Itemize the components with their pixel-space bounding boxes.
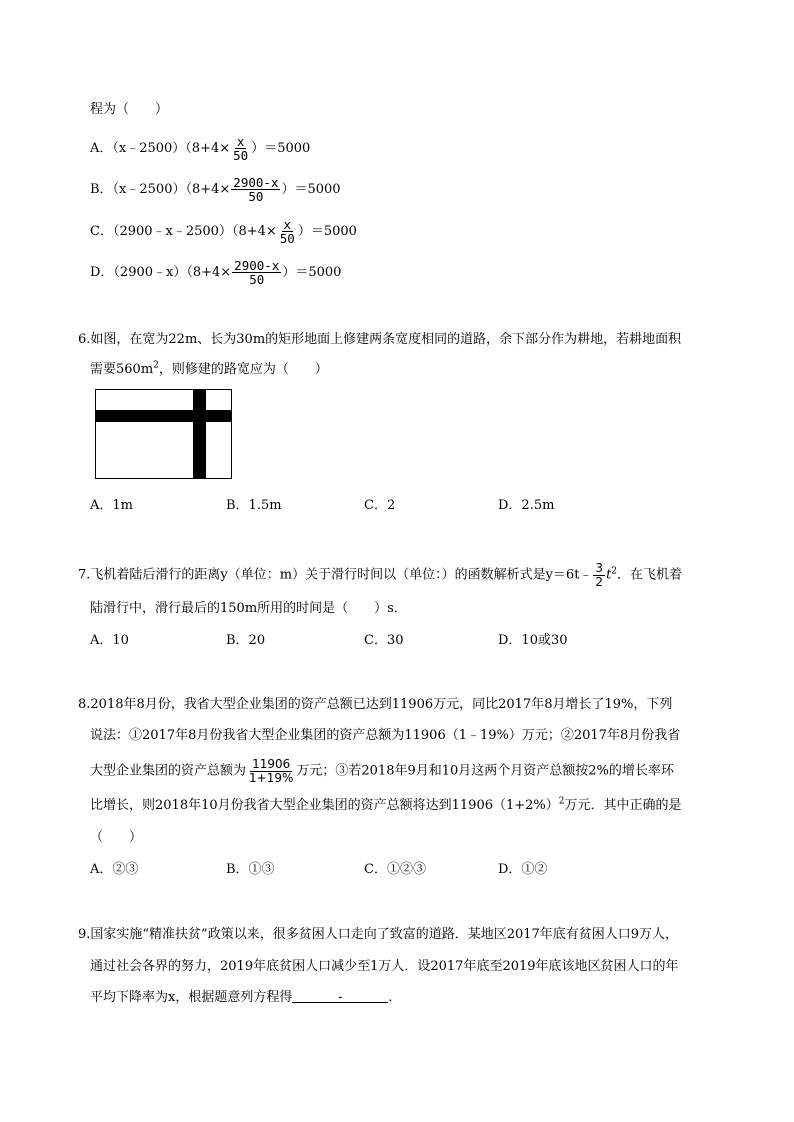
q7-option-c[interactable]: C．30 <box>364 633 404 648</box>
fraction: $\frac{x}{50}$ <box>233 134 249 164</box>
q5-option-a[interactable]: A．（x﹣2500）（8+4× $\frac{x}{50}$ ）＝5000 <box>90 134 311 164</box>
q5-stem-tail: 程为（ ） <box>90 102 169 117</box>
fraction: $\frac{x}{50}$ <box>279 217 295 247</box>
fraction: $\frac{3}{2}$ <box>595 561 604 589</box>
q6-option-d[interactable]: D．2.5m <box>498 498 555 513</box>
q8-stem-line3: 大型企业集团的资产总额为 $\frac{11906}{1+19\%}$ 万元；③若2018年9月和10月这两个月资产总额按2%的增长率环 <box>90 757 674 785</box>
q8-option-b[interactable]: B．①③ <box>226 862 275 877</box>
horizontal-road <box>95 410 232 422</box>
answer-blank[interactable]: - <box>292 988 388 1003</box>
q8-stem-line5: （ ） <box>90 830 143 845</box>
q9-stem-line3: 平均下降率为x，根据题意列方程得 - ． <box>90 990 402 1005</box>
q9-stem-line1: 9.国家实施“精准扶贫”政策以来，很多贫困人口走向了致富的道路．某地区2017年底有贫困人口9万人， <box>78 927 679 942</box>
q8-option-d[interactable]: D．①② <box>498 862 548 877</box>
fraction: $\frac{11906}{1+19\%}$ <box>249 757 294 785</box>
q8-stem-line4: 比增长，则2018年10月份我省大型企业集团的资产总额将达到$11906(1+2\%)^2$万元．其中正确的是 <box>90 796 682 813</box>
fraction: $\frac{2900-x}{50}$ <box>234 258 280 288</box>
q5-option-d[interactable]: D．（2900﹣x）（8+4× $\frac{2900-x}{50}$ ）＝5000 <box>90 258 342 288</box>
vertical-road <box>193 389 206 479</box>
q7-stem-line2: 陆滑行中，滑行最后的150m所用的时间是（ ）s． <box>90 601 407 616</box>
q6-stem-line1: 6.如图，在宽为22m、长为30m的矩形地面上修建两条宽度相同的道路，余下部分作为耕地，若耕地面积 <box>78 332 682 347</box>
q8-stem-line2: 说法：①2017年8月份我省大型企业集团的资产总额为11906（1﹣19%）万元；②2017年8月份我省 <box>90 728 681 743</box>
q5-option-b[interactable]: B．（x﹣2500）（8+4× $\frac{2900-x}{50}$ ）＝5000 <box>90 175 341 205</box>
q8-stem-line1: 8.2018年8月份，我省大型企业集团的资产总额已达到11906万元，同比2017年8月增长了19%，下列 <box>78 697 673 712</box>
q9-stem-line2: 通过社会各界的努力，2019年底贫困人口减少至1万人．设2017年底至2019年底该地区贫困人口的年 <box>90 959 679 974</box>
q6-option-c[interactable]: C．2 <box>364 498 396 513</box>
fraction: $\frac{2900-x}{50}$ <box>233 175 279 205</box>
q8-option-c[interactable]: C．①②③ <box>364 862 426 877</box>
q7-option-d[interactable]: D．10或30 <box>498 633 568 648</box>
q7-option-b[interactable]: B．20 <box>226 633 266 648</box>
q7-option-a[interactable]: A．10 <box>90 633 129 648</box>
q8-option-a[interactable]: A．②③ <box>90 862 139 877</box>
field-rectangle <box>96 390 232 479</box>
road-diagram <box>95 389 232 479</box>
q6-option-b[interactable]: B．1.5m <box>226 498 282 513</box>
q6-stem-line2: 需要$560m^2$，则修建的路宽应为（ ） <box>90 360 328 377</box>
q7-stem-line1: 7.飞机着陆后滑行的距离y（单位：m）关于滑行时间以（单位：）的函数解析式是y＝6t﹣ $\frac{3}{2}$ $t^2$．在飞机着 <box>78 561 683 589</box>
q6-option-a[interactable]: A．1m <box>90 498 133 513</box>
q5-option-c[interactable]: C．（2900﹣x﹣2500）（8+4× $\frac{x}{50}$ ）＝5000 <box>90 217 357 247</box>
